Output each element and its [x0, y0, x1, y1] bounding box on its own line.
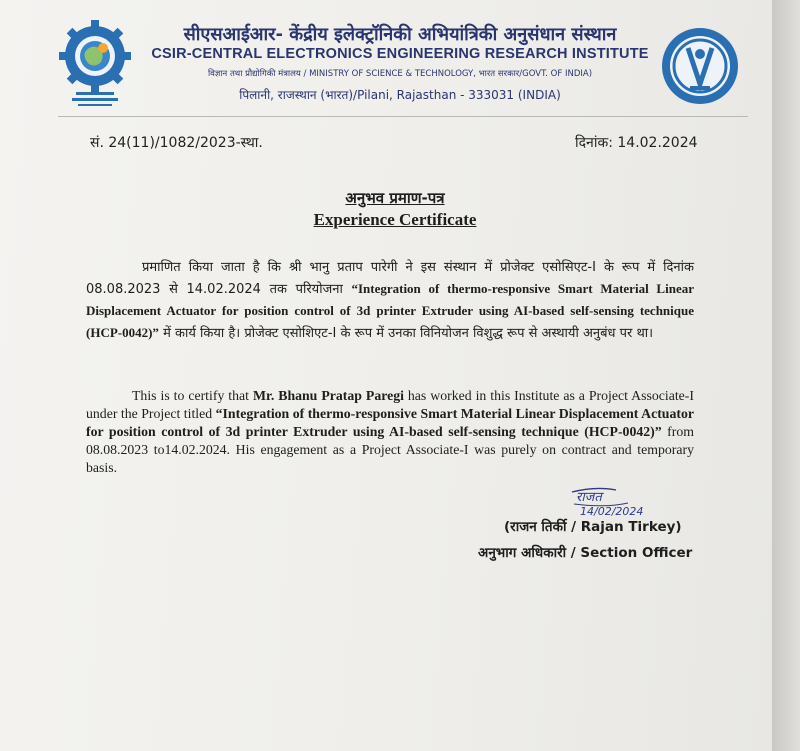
title-hindi: अनुभव प्रमाण-पत्र: [345, 189, 445, 207]
page-edge-background: [772, 0, 800, 751]
signer-name: (राजन तिर्की / Rajan Tirkey): [504, 519, 682, 535]
ministry-line: विज्ञान तथा प्रौद्योगिकी मंत्रालय / MINISTRY OF SCIENCE & TECHNOLOGY, भारत सरकार/GOVT. OF INDIA): [207, 69, 593, 79]
english-text-part2: has worked in this Institute as a Project Associate-I under the Project titled: [86, 387, 694, 421]
institute-name-hindi: सीएसआईआर- केंद्रीय इलेक्ट्रॉनिकी अभियांत्रिकी अनुसंधान संस्थान: [183, 24, 617, 45]
header-divider: [58, 116, 748, 117]
english-text-part3: from 08.08.2023 to14.02.2024. His engagement as a Project Associate-I was purely on contract and temporary basis.: [86, 423, 694, 475]
title-english: Experience Certificate: [313, 210, 477, 229]
reference-number: सं. 24(11)/1082/2023-स्था.: [90, 135, 263, 151]
institute-name-english: CSIR-CENTRAL ELECTRONICS ENGINEERING RESEARCH INSTITUTE: [151, 46, 649, 62]
body-paragraph-hindi: [86, 257, 694, 344]
signer-designation: अनुभाग अधिकारी / Section Officer: [478, 545, 693, 561]
employee-name: Mr. Bhanu Pratap Paregi: [252, 387, 404, 403]
body-paragraph-english: [86, 387, 694, 477]
signature-initials: राजत: [576, 490, 602, 505]
hindi-text-part2: में कार्य किया है। प्रोजेक्ट एसोशिएट-I के रूप में उनका विनियोजन विशुद्ध रूप से अस्थायी अनुबंध पर था।: [158, 326, 654, 341]
issue-date: दिनांक: 14.02.2024: [575, 135, 698, 151]
ceeri-logo: [660, 26, 740, 106]
english-text-part1: This is to certify that: [132, 387, 253, 403]
csir-logo: [58, 20, 132, 112]
handwritten-signature: [566, 484, 676, 520]
hindi-project-title: “Integration of thermo-responsive Smart Material Linear Displacement Actuator for position control of 3d printer Extruder using AI-based self-sensing technique (HCP-0042)”: [86, 281, 694, 340]
hindi-text-part1: प्रमाणित किया जाता है कि श्री भानु प्रताप पारेगी ने इस संस्थान में प्रोजेक्ट एसोसिएट-I के रूप में दिनांक 08.08.2023 से 14.02.2024 तक परियोजना: [86, 260, 694, 297]
english-project-title: “Integration of thermo-responsive Smart Material Linear Displacement Actuator for position control of 3d printer Extruder using AI-based self-sensing technique (HCP-0042)”: [86, 405, 694, 439]
signature-date: 14/02/2024: [580, 505, 644, 518]
institute-address: पिलानी, राजस्थान (भारत)/Pilani, Rajasthan - 333031 (INDIA): [239, 88, 561, 102]
